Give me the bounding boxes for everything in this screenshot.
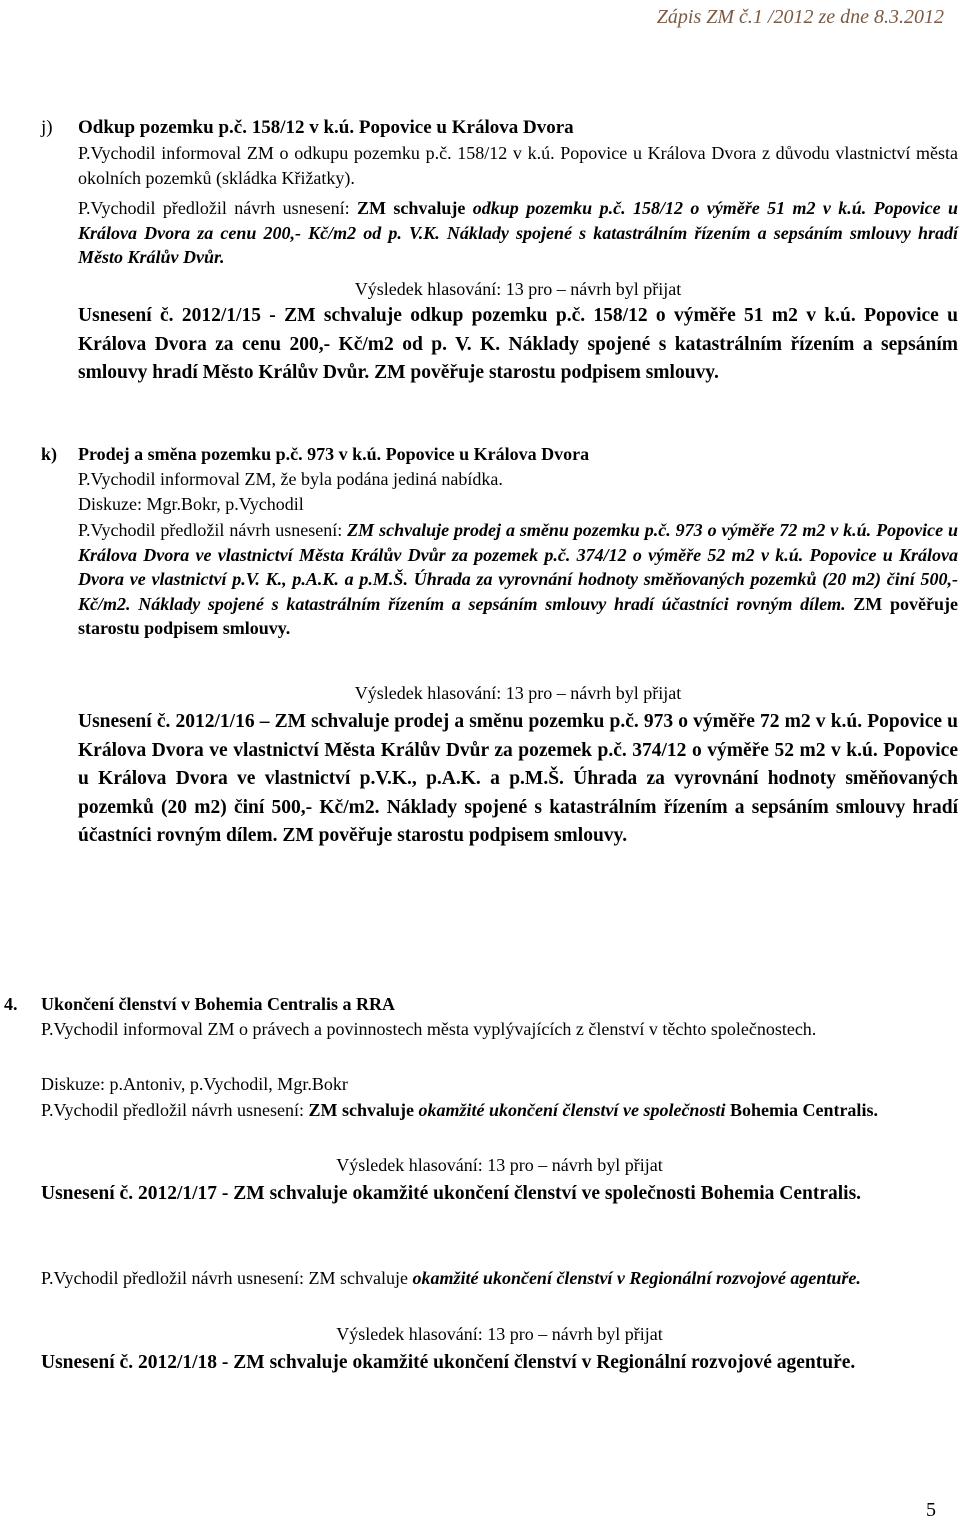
section-4-discussion: Diskuze: p.Antoniv, p.Vychodil, Mgr.Bokr: [41, 1074, 348, 1094]
section-k-vote: Výsledek hlasování: 13 pro – návrh byl přijat: [354, 683, 682, 703]
section-4-proposal-1: [41, 1098, 958, 1123]
section-k-resolution: Usnesení č. 2012/1/16 – ZM schvaluje prodej a směnu pozemku p.č. 973 o výměře 72 m2 v k.ú. Popovice u Králova Dvora ve vlastnictví Města Králův Dvůr za pozemek p.č. 374/12 o výměře 52 m2 v k.ú. Popovice u Králova Dvora ve vlastnictví p.V.K., p.A.K. a p.M.Š. Úhrada za vyrovnání hodnoty směňovaných pozemků (20 m2) činí 500,- Kč/m2. Náklady spojené s katastrálním řízením a sepsáním smlouvy hradí účastníci rovným dílem. ZM pověřuje starostu podpisem smlouvy.: [78, 711, 958, 846]
section-k-proposal: [78, 518, 958, 641]
section-4-proposal-2: [41, 1266, 958, 1291]
section-4-vote-1: Výsledek hlasování: 13 pro – návrh byl přijat: [336, 1155, 663, 1175]
section-k-info: P.Vychodil informoval ZM, že byla podána jediná nabídka.: [78, 469, 503, 489]
section-j-resolution: Usnesení č. 2012/1/15 - ZM schvaluje odkup pozemku p.č. 158/12 o výměře 51 m2 v k.ú. Popovice u Králova Dvora za cenu 200,- Kč/m2 od p. V. K. Náklady spojené s katastrálním řízením a sepsáním smlouvy hradí Město Králův Dvůr. ZM pověřuje starostu podpisem smlouvy.: [78, 305, 958, 383]
proposal-zm: ZM schvaluje: [308, 1100, 414, 1120]
section-j-title: Odkup pozemku p.č. 158/12 v k.ú. Popovice u Králova Dvora: [78, 117, 574, 138]
section-k-discussion: Diskuze: Mgr.Bokr, p.Vychodil: [78, 494, 304, 514]
document-header: Zápis ZM č.1 /2012 ze dne 8.3.2012: [656, 6, 944, 28]
proposal-intro: P.Vychodil předložil návrh usnesení: ZM schvaluje: [41, 1268, 413, 1288]
page-number: 5: [926, 1499, 936, 1521]
proposal-text: okamžité ukončení členství ve společnosti: [413, 1100, 726, 1120]
section-4-title: Ukončení členství v Bohemia Centralis a RRA: [41, 994, 395, 1014]
section-4-vote-2: Výsledek hlasování: 13 pro – návrh byl přijat: [336, 1324, 663, 1344]
proposal-text: okamžité ukončení členství v Regionální rozvojové agentuře.: [412, 1268, 861, 1288]
section-j-proposal: [78, 196, 958, 270]
section-j-vote: Výsledek hlasování: 13 pro – návrh byl přijat: [354, 279, 682, 299]
section-4-label: 4.: [4, 994, 18, 1014]
proposal-end: Bohemia Centralis.: [725, 1100, 878, 1120]
proposal-intro: P.Vychodil předložil návrh usnesení:: [78, 198, 358, 218]
section-4-resolution-2: Usnesení č. 2012/1/18 - ZM schvaluje okamžité ukončení členství v Regionální rozvojové agentuře.: [41, 1352, 856, 1373]
proposal-intro: P.Vychodil předložil návrh usnesení:: [78, 520, 348, 540]
section-j-info: P.Vychodil informoval ZM o odkupu pozemku p.č. 158/12 v k.ú. Popovice u Králova Dvora z důvodu vlastnictví města okolních pozemků (skládka Křižatky).: [78, 143, 958, 188]
proposal-text: ZM schvaluje prodej a směnu pozemku p.č. 973 o výměře 72 m2 v k.ú. Popovice u Králova Dvora ve vlastnictví Města Králův Dvůr za pozemek p.č. 374/12 o výměře 52 m2 v k.ú. Popovice u Králova Dvora ve vlastnictví p.V. K., p.A.K. a p.M.Š. Úhrada za vyrovnání hodnoty směňovaných pozemků (20 m2) činí 500,- Kč/m2. Náklady spojené s katastrálním řízením a sepsáním smlouvy hradí účastníci rovným dílem.: [78, 520, 958, 614]
proposal-intro: P.Vychodil předložil návrh usnesení:: [41, 1100, 309, 1120]
proposal-text: odkup pozemku p.č. 158/12 o výměře 51 m2 v k.ú. Popovice u Králova Dvora za cenu 200,- Kč/m2 od p. V.K. Náklady spojené s katastrálním řízením a sepsáním smlouvy hradí Město Králův Dvůr.: [78, 198, 958, 267]
section-4-info: P.Vychodil informoval ZM o právech a povinnostech města vyplývajících z členství v těchto společnostech.: [41, 1019, 817, 1039]
section-k-title: Prodej a směna pozemku p.č. 973 v k.ú. Popovice u Králova Dvora: [78, 444, 590, 464]
section-k-label: k): [41, 444, 58, 464]
proposal-zm: ZM schvaluje: [357, 198, 466, 218]
section-j-label: j): [41, 117, 53, 138]
section-4-resolution-1: Usnesení č. 2012/1/17 - ZM schvaluje okamžité ukončení členství ve společnosti Bohemia Centralis.: [41, 1183, 862, 1204]
proposal-end: ZM pověřuje starostu podpisem smlouvy.: [78, 593, 958, 638]
